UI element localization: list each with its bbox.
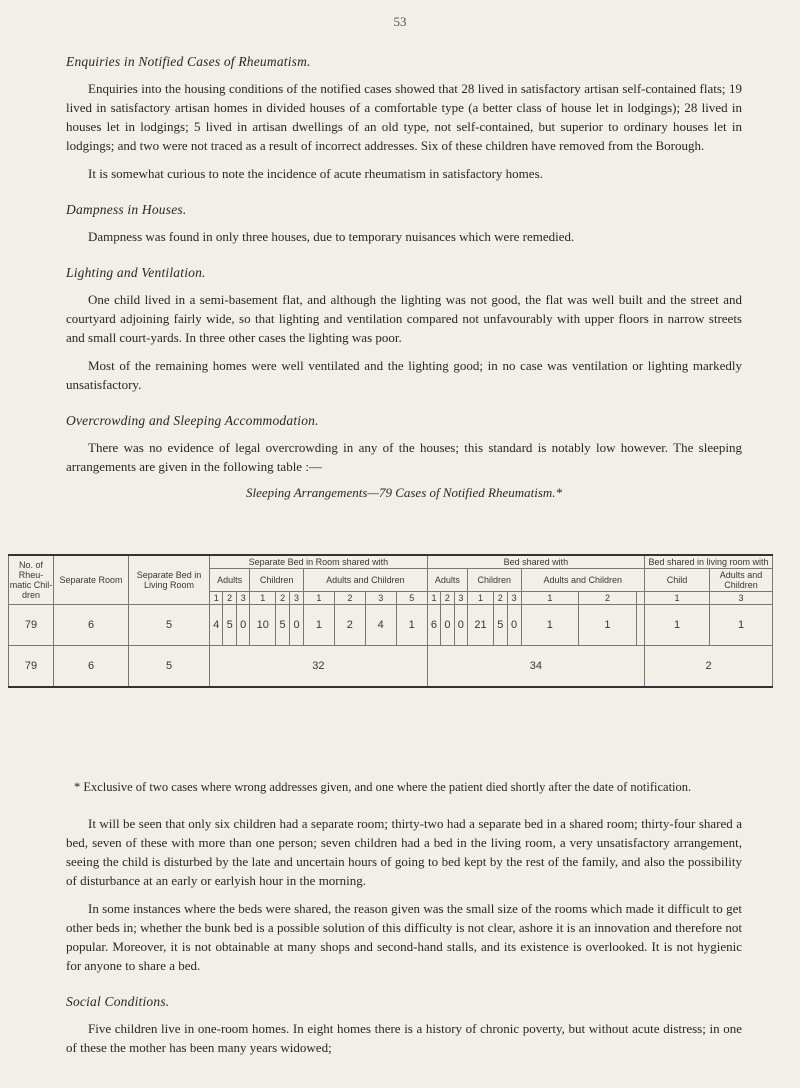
col-header-separate-room: Separate Room	[54, 555, 129, 605]
sub-number: 2	[579, 592, 637, 605]
paragraph: One child lived in a semi-basement flat, and although the lighting was not good, the flat was well built and the street and courtyard adjoining fairly wide, so that lighting and ventilation compared not unfavourably with upper floors in narrow streets and small court-yards. In three other cases the lighting was poor.	[66, 292, 742, 345]
paragraph: In some instances where the beds were shared, the reason given was the small size of the rooms which made it difficult to get other beds in; whether the bunk bed is a possible solution of this difficulty is not clear, ashore it is an innovation and therefore not popular. Moreover, it is not obtainable at many shops and second-hand stalls, and its existence is overlooked. It is not hygienic for anyone to share a bed.	[66, 901, 742, 973]
table-cell: 5	[129, 605, 210, 646]
col-header-bed-shared-living: Bed shared in living room with	[645, 555, 773, 569]
table-cell: 4	[365, 605, 396, 646]
table-cell: 0	[236, 605, 249, 646]
sub-number: 1	[210, 592, 223, 605]
sub-number: 2	[334, 592, 365, 605]
table-cell: 1	[579, 605, 637, 646]
table-cell-total: 34	[427, 646, 644, 688]
table-cell: 0	[507, 605, 521, 646]
report-body	[66, 54, 742, 511]
table-cell: 21	[468, 605, 494, 646]
table-cell-total: 2	[645, 646, 773, 688]
col-header-no-children: No. of Rheu-matic Chil-dren	[9, 555, 54, 605]
col-header-children: Children	[468, 569, 521, 592]
sub-number: 1	[468, 592, 494, 605]
table-cell: 0	[454, 605, 467, 646]
section-heading-dampness: Dampness in Houses.	[66, 202, 187, 217]
paragraph: There was no evidence of legal overcrowding in any of the houses; this standard is notably low however. The sleeping arrangements are given in the following table :—	[66, 440, 742, 474]
section-heading-enquiries: Enquiries in Notified Cases of Rheumatism.	[66, 54, 311, 69]
col-header-adults-children: Adults and Children	[303, 569, 427, 592]
table-row	[9, 605, 773, 646]
table-cell-total: 32	[210, 646, 428, 688]
col-header-separate-bed-living: Separate Bed in Living Room	[129, 555, 210, 605]
sub-number	[636, 592, 644, 605]
table-cell: 0	[290, 605, 304, 646]
table-cell: 1	[521, 605, 579, 646]
col-header-sep-bed-shared-room: Separate Bed in Room shared with	[210, 555, 428, 569]
sub-number: 2	[493, 592, 507, 605]
table-title: Sleeping Arrangements—79 Cases of Notified Rheumatism.*	[245, 485, 563, 500]
col-header-adults-children: Adults and Children	[521, 569, 644, 592]
table-cell: 79	[9, 605, 54, 646]
sleeping-arrangements-table	[8, 554, 773, 688]
sub-number: 3	[710, 592, 773, 605]
page-number: 53	[393, 14, 407, 29]
sub-number: 2	[223, 592, 236, 605]
sub-number: 1	[303, 592, 334, 605]
paragraph: Enquiries into the housing conditions of the notified cases showed that 28 lived in satisfactory artisan self-contained flats; 19 lived in satisfactory artisan homes in divided houses of a comfortable type (a better class of house let in lodgings); 28 lived in houses let in lodgings; 5 lived in artisan dwellings of an old type, not self-contained, but superior to ordinary houses let in lodgings; and two were not traced as a result of incorrect addresses. Six of these children have removed from the Borough.	[66, 81, 742, 153]
sub-number: 3	[290, 592, 304, 605]
footnote: * Exclusive of two cases where wrong addresses given, and one where the patient died shortly after the date of notification.	[74, 780, 692, 794]
table-cell	[636, 605, 644, 646]
table-cell: 6	[427, 605, 440, 646]
col-header-bed-shared: Bed shared with	[427, 555, 644, 569]
table-cell: 4	[210, 605, 223, 646]
table-cell: 79	[9, 646, 54, 688]
sub-number: 1	[645, 592, 710, 605]
table-cell: 2	[334, 605, 365, 646]
paragraph: It is somewhat curious to note the incidence of acute rheumatism in satisfactory homes.	[88, 166, 543, 181]
sub-number: 3	[236, 592, 249, 605]
col-header-adults: Adults	[427, 569, 467, 592]
table-cell: 10	[250, 605, 276, 646]
col-header-children: Children	[250, 569, 304, 592]
table-cell: 1	[396, 605, 427, 646]
table-cell: 5	[129, 646, 210, 688]
sub-number: 3	[454, 592, 467, 605]
table-cell: 5	[223, 605, 236, 646]
sub-number: 3	[507, 592, 521, 605]
section-heading-social: Social Conditions.	[66, 994, 170, 1009]
sub-number: 1	[427, 592, 440, 605]
col-header-adults-children: Adults and Children	[710, 569, 773, 592]
paragraph: Five children live in one-room homes. In eight homes there is a history of chronic poverty, but without acute distress; in one of these the mother has been many years widowed;	[66, 1021, 742, 1055]
table-cell: 1	[303, 605, 334, 646]
table-cell: 6	[54, 646, 129, 688]
sub-number: 2	[276, 592, 290, 605]
paragraph: It will be seen that only six children had a separate room; thirty-two had a separate bed in a shared room; thirty-four shared a bed, seven of these with more than one person; seven children had a bed in the living room, a very unsatisfactory arrangement, seeing the child is disturbed by the late and uncertain hours of going to bed kept by the rest of the family, and also the possibility of disturbance at an early or earlyish hour in the morning.	[66, 816, 742, 888]
table-cell: 5	[493, 605, 507, 646]
section-heading-lighting: Lighting and Ventilation.	[66, 265, 206, 280]
paragraph: Dampness was found in only three houses, due to temporary nuisances which were remedied.	[88, 229, 575, 244]
paragraph: Most of the remaining homes were well ventilated and the lighting good; in no case was ventilation or lighting markedly unsatisfactory.	[66, 358, 742, 392]
section-heading-overcrowding: Overcrowding and Sleeping Accommodation.	[66, 413, 319, 428]
report-continuation	[66, 778, 742, 1066]
table-cell: 5	[276, 605, 290, 646]
sub-number: 1	[250, 592, 276, 605]
table-row-totals	[9, 646, 773, 688]
col-header-adults: Adults	[210, 569, 250, 592]
table-cell: 0	[441, 605, 454, 646]
table-cell: 1	[645, 605, 710, 646]
table-cell: 6	[54, 605, 129, 646]
sub-number: 2	[441, 592, 454, 605]
sub-number: 3	[365, 592, 396, 605]
sub-number: 1	[521, 592, 579, 605]
col-header-child: Child	[645, 569, 710, 592]
table-cell: 1	[710, 605, 773, 646]
sub-number: 5	[396, 592, 427, 605]
